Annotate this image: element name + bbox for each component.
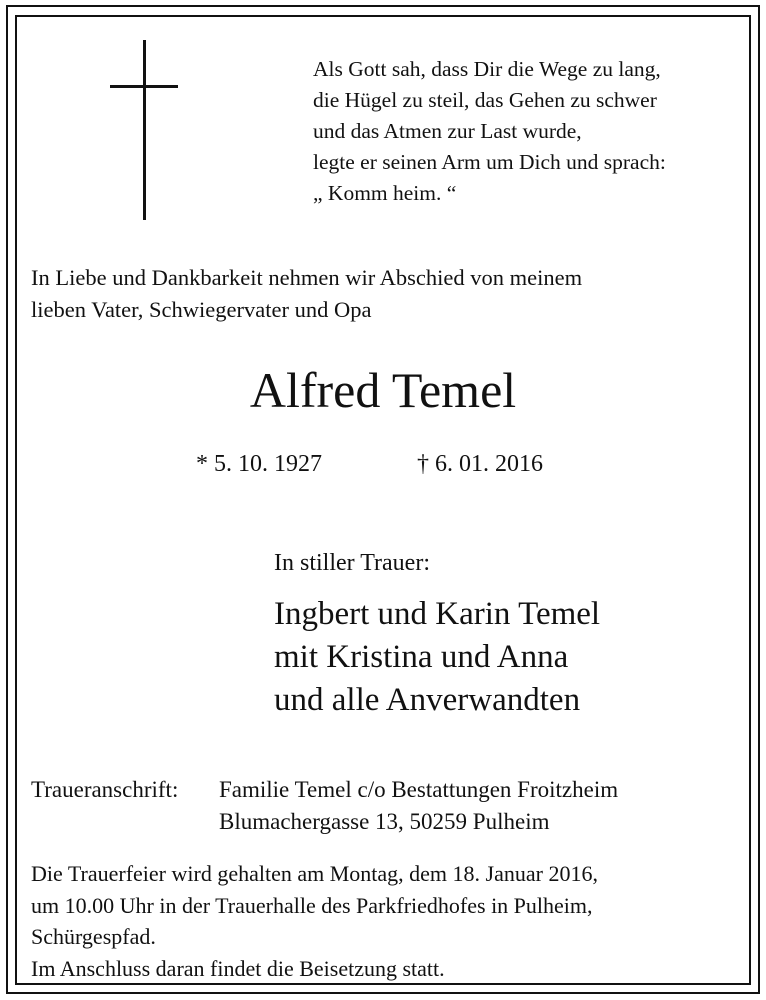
mourner-line: mit Kristina und Anna [274,639,569,675]
poem-line: und das Atmen zur Last wurde, [313,119,582,143]
mourners-list [274,593,600,722]
intro-text [31,262,582,326]
address-line-2: Blumachergasse 13, 50259 Pulheim [219,809,550,834]
service-info [31,858,598,953]
mourner-line: Ingbert und Karin Temel [274,596,601,632]
poem-line: legte er seinen Arm um Dich und sprach: [313,150,666,174]
poem-line: die Hügel zu steil, das Gehen zu schwer [313,88,657,112]
mourning-heading: In stiller Trauer: [274,550,430,576]
service-line: Die Trauerfeier wird gehalten am Montag, dem 18. Januar 2016, [31,861,598,886]
poem [313,54,666,209]
poem-line: Als Gott sah, dass Dir die Wege zu lang, [313,57,661,81]
burial-info: Im Anschluss daran findet die Beisetzung statt. [31,956,445,981]
address-line-1: Familie Temel c/o Bestattungen Froitzheim [219,777,619,802]
poem-line: „ Komm heim. “ [313,181,457,205]
death-date: † 6. 01. 2016 [417,451,543,477]
address-label: Traueranschrift: [31,777,179,802]
intro-line: In Liebe und Dankbarkeit nehmen wir Abschied von meinem [31,265,583,290]
cross-vertical-bar [143,40,146,220]
service-line: um 10.00 Uhr in der Trauerhalle des Parkfriedhofes in Pulheim, [31,892,593,918]
deceased-name: Alfred Temel [249,362,517,418]
birth-date: * 5. 10. 1927 [196,451,322,477]
cross-horizontal-bar [110,85,178,88]
intro-line: lieben Vater, Schwiegervater und Opa [31,297,372,322]
mourner-line: und alle Anverwandten [274,682,581,718]
service-line: Schürgespfad. [31,924,156,949]
